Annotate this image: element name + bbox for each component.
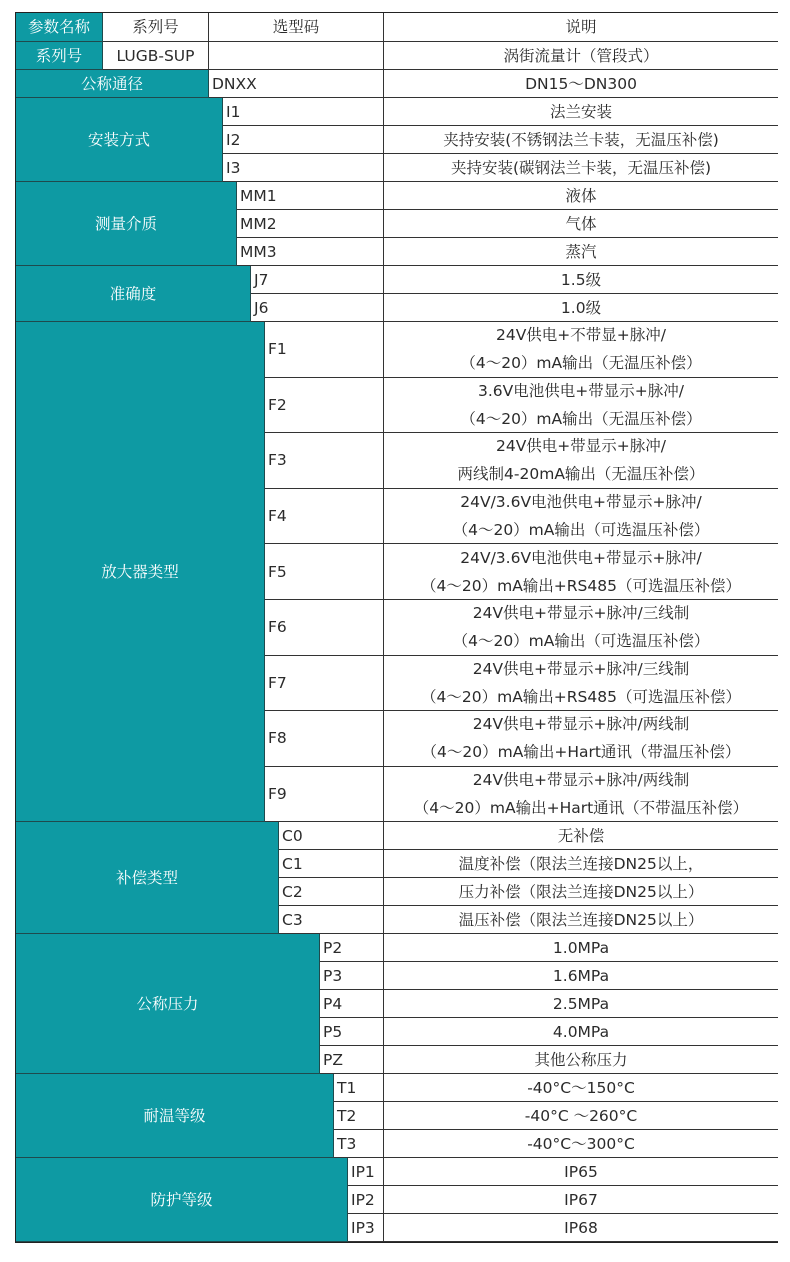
- option-description: [384, 962, 778, 990]
- description-line: 1.6MPa: [552, 966, 610, 985]
- option-code: IP3: [348, 1214, 384, 1242]
- option-code: P4: [320, 990, 384, 1018]
- description-line: 夹持安装(不锈钢法兰卡装，无温压补偿): [443, 130, 719, 149]
- description-line: 温度补偿（限法兰连接DN25以上，: [458, 854, 704, 873]
- description-line: IP65: [564, 1162, 598, 1181]
- description-line: （4～20）mA输出+RS485（可选温压补偿）: [421, 687, 741, 706]
- description-line: 压力补偿（限法兰连接DN25以上）: [458, 882, 704, 901]
- option-code: F5: [265, 544, 384, 600]
- option-description: [384, 850, 778, 878]
- description-line: （4～20）mA输出+Hart通讯（带温压补偿）: [421, 743, 741, 762]
- option-description: [384, 544, 778, 600]
- option-code: C2: [279, 878, 384, 906]
- description-line: -40°C ～260°C: [524, 1106, 638, 1125]
- description-line: 1.0MPa: [552, 938, 610, 957]
- description-line: 液体: [565, 186, 597, 205]
- description-line: 4.0MPa: [552, 1022, 610, 1041]
- description-line: 其他公称压力: [534, 1050, 628, 1069]
- option-description: [384, 433, 778, 489]
- description-line: 24V/3.6V电池供电+带显示+脉冲/: [460, 548, 702, 567]
- option-code: F7: [265, 656, 384, 712]
- option-code: IP2: [348, 1186, 384, 1214]
- group-label: 耐温等级: [16, 1074, 334, 1158]
- option-description: [384, 294, 778, 322]
- option-code: F8: [265, 711, 384, 767]
- description-line: 温压补偿（限法兰连接DN25以上）: [458, 910, 704, 929]
- diameter-code: DNXX: [209, 70, 384, 98]
- description-line: 3.6V电池供电+带显示+脉冲/: [478, 381, 684, 400]
- description-line: 24V供电+带显示+脉冲/三线制: [472, 604, 690, 623]
- description-line: 无补偿: [557, 826, 605, 845]
- description-line: 气体: [565, 214, 597, 233]
- option-description: [384, 822, 778, 850]
- description-line: 24V/3.6V电池供电+带显示+脉冲/: [460, 493, 702, 512]
- group-label: 准确度: [16, 266, 251, 322]
- description-line: IP68: [564, 1218, 598, 1237]
- option-description: [384, 378, 778, 434]
- option-description: [384, 990, 778, 1018]
- description-line: （4～20）mA输出（无温压补偿）: [460, 409, 702, 428]
- option-code: F4: [265, 489, 384, 545]
- option-description: [384, 1018, 778, 1046]
- description-line: （4～20）mA输出（可选温压补偿）: [452, 632, 710, 651]
- model-selection-table: [15, 12, 778, 1243]
- option-code: C1: [279, 850, 384, 878]
- description-line: （4～20）mA输出+Hart通讯（不带温压补偿）: [413, 799, 749, 818]
- option-code: F9: [265, 767, 384, 823]
- option-description: [384, 126, 778, 154]
- description-line: 夹持安装(碳钢法兰卡装，无温压补偿): [450, 158, 712, 177]
- option-code: MM2: [237, 210, 384, 238]
- diameter-description: DN15～DN300: [384, 70, 778, 98]
- option-description: [384, 906, 778, 934]
- option-code: P3: [320, 962, 384, 990]
- group-label: 补偿类型: [16, 822, 279, 934]
- option-code: MM3: [237, 238, 384, 266]
- group-label: 防护等级: [16, 1158, 348, 1242]
- option-code: F2: [265, 378, 384, 434]
- option-description: [384, 154, 778, 182]
- option-description: [384, 656, 778, 712]
- group-label: 放大器类型: [16, 322, 265, 822]
- description-line: 24V供电+不带显+脉冲/: [495, 326, 667, 345]
- header-series: 系列号: [103, 13, 209, 42]
- option-code: C0: [279, 822, 384, 850]
- option-description: [384, 1158, 778, 1186]
- option-description: [384, 322, 778, 378]
- option-code: F1: [265, 322, 384, 378]
- series-description: 涡街流量计（管段式）: [384, 42, 778, 70]
- option-description: [384, 711, 778, 767]
- option-description: [384, 767, 778, 823]
- diameter-label: 公称通径: [16, 70, 209, 98]
- option-description: [384, 1102, 778, 1130]
- series-code: LUGB-SUP: [103, 42, 209, 70]
- option-description: [384, 1186, 778, 1214]
- option-description: [384, 210, 778, 238]
- option-description: [384, 238, 778, 266]
- option-code: MM1: [237, 182, 384, 210]
- option-description: [384, 98, 778, 126]
- option-description: [384, 1074, 778, 1102]
- group-label: 测量介质: [16, 182, 237, 266]
- description-line: 24V供电+带显示+脉冲/两线制: [472, 715, 690, 734]
- option-code: J6: [251, 294, 384, 322]
- option-code: I2: [223, 126, 384, 154]
- header-param-name: 参数名称: [16, 13, 103, 42]
- option-description: [384, 266, 778, 294]
- description-line: 1.0级: [560, 298, 602, 317]
- description-line: -40°C～300°C: [527, 1134, 635, 1153]
- option-description: [384, 1046, 778, 1074]
- option-code: F3: [265, 433, 384, 489]
- option-code: J7: [251, 266, 384, 294]
- description-line: 2.5MPa: [552, 994, 610, 1013]
- description-line: （4～20）mA输出+RS485（可选温压补偿）: [421, 576, 741, 595]
- option-code: T3: [334, 1130, 384, 1158]
- option-code: F6: [265, 600, 384, 656]
- description-line: -40°C～150°C: [527, 1078, 635, 1097]
- group-label: 公称压力: [16, 934, 320, 1074]
- option-code: C3: [279, 906, 384, 934]
- option-code: T2: [334, 1102, 384, 1130]
- option-code: I1: [223, 98, 384, 126]
- option-code: P5: [320, 1018, 384, 1046]
- description-line: 1.5级: [560, 270, 602, 289]
- option-code: IP1: [348, 1158, 384, 1186]
- description-line: （4～20）mA输出（可选温压补偿）: [452, 521, 710, 540]
- option-description: [384, 182, 778, 210]
- group-label: 安装方式: [16, 98, 223, 182]
- description-line: IP67: [564, 1190, 598, 1209]
- description-line: （4～20）mA输出（无温压补偿）: [460, 354, 702, 373]
- description-line: 蒸汽: [565, 242, 597, 261]
- description-line: 两线制4-20mA输出（无温压补偿）: [457, 465, 705, 484]
- header-code: 选型码: [209, 13, 384, 42]
- option-description: [384, 489, 778, 545]
- option-code: I3: [223, 154, 384, 182]
- option-code: T1: [334, 1074, 384, 1102]
- header-description: 说明: [384, 13, 778, 42]
- description-line: 24V供电+带显示+脉冲/两线制: [472, 771, 690, 790]
- option-description: [384, 934, 778, 962]
- option-description: [384, 1130, 778, 1158]
- series-code-blank: [209, 42, 384, 70]
- series-label: 系列号: [16, 42, 103, 70]
- description-line: 24V供电+带显示+脉冲/三线制: [472, 659, 690, 678]
- option-code: PZ: [320, 1046, 384, 1074]
- option-description: [384, 600, 778, 656]
- option-code: P2: [320, 934, 384, 962]
- option-description: [384, 878, 778, 906]
- description-line: 法兰安装: [549, 102, 612, 121]
- option-description: [384, 1214, 778, 1242]
- description-line: 24V供电+带显示+脉冲/: [495, 437, 667, 456]
